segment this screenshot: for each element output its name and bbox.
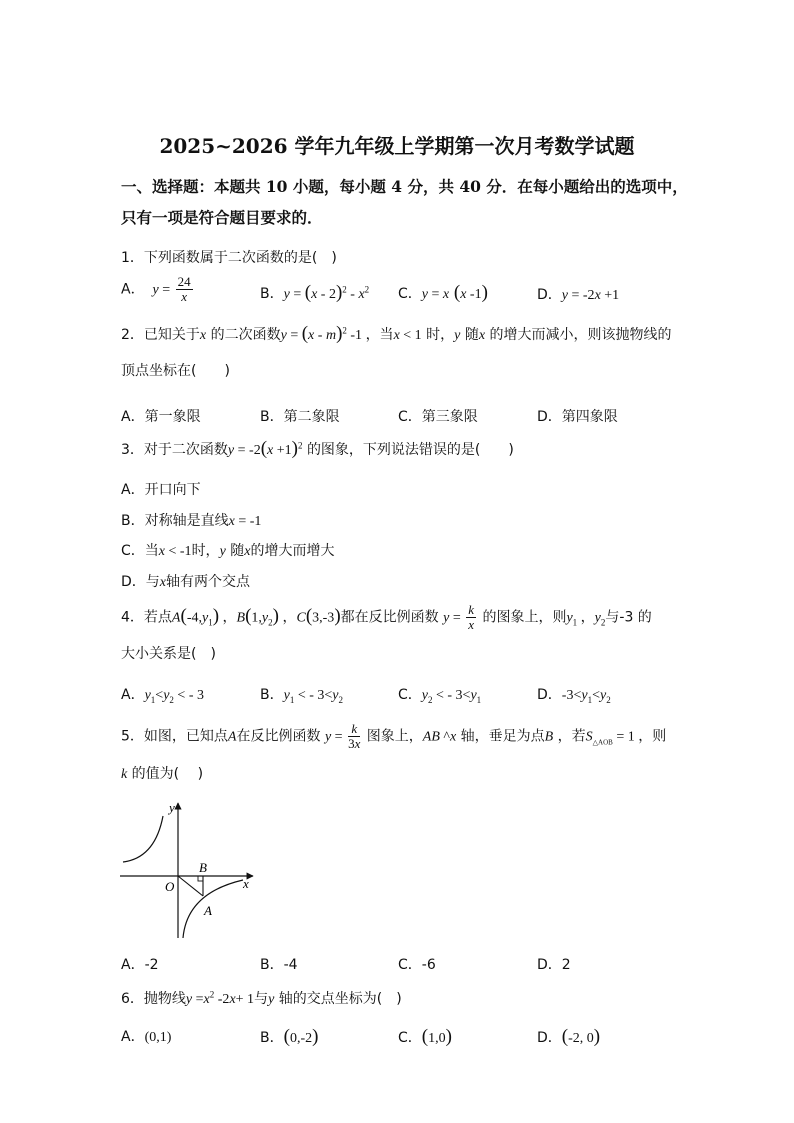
lower-right-branch [183, 880, 243, 938]
upper-left-branch [123, 816, 163, 862]
question-1-option-c: C．y = x (x -1) [398, 282, 488, 303]
question-6-option-a: A．(0,1) [121, 1029, 172, 1045]
question-5-option-c: C．-6 [398, 957, 436, 973]
question-1-option-b: B．$y = (x - 2)^2 - x^2$ [260, 282, 370, 303]
label-a: A [204, 903, 212, 918]
question-2-stem-line1: 2．已知关于x 的二次函数y = (x - m)$^2$ -1 ，当x < 1 时，y 随x 的增大而减小，则该抛物线的 [121, 323, 672, 344]
question-2-option-b: B．第二象限 [260, 409, 340, 425]
question-6-option-b: B．(0,-2) [260, 1026, 319, 1047]
question-4-stem-line2: 大小关系是( ) [121, 646, 216, 662]
question-6-option-d: D．(-2, 0) [537, 1026, 601, 1047]
question-1-stem: 1．下列函数属于二次函数的是( ) [121, 250, 337, 266]
question-5-option-d: D．2 [537, 957, 571, 973]
question-4-option-b: B．$y_1$ < - $3<y_2$ [260, 687, 343, 705]
question-3-option-c: C．当x < -1时，y 随x的增大而增大 [121, 543, 335, 559]
question-6-stem: 6．抛物线$y =x^2$ -2x+ 1与y 轴的交点坐标为( ) [121, 989, 402, 1007]
question-5-option-a: A．-2 [121, 957, 159, 973]
page-title: 2025~2026 学年九年级上学期第一次月考数学试题 [159, 134, 635, 158]
question-2-option-a: A．第一象限 [121, 409, 201, 425]
question-1-option-a: A． y = $\frac{24}{x}$ [121, 274, 191, 304]
label-o: O [165, 879, 175, 894]
hyperbola-figure [115, 798, 260, 943]
question-3-option-d: D．与x轴有两个交点 [121, 574, 250, 590]
question-2-stem-line2: 顶点坐标在( ) [121, 363, 230, 379]
question-3-option-a: A．开口向下 [121, 482, 201, 498]
label-b: B [199, 860, 207, 875]
question-4-stem-line1: 4．若点$A(-4,y_1)$ ，$B(1,y_2)$ ，C(3,-3)都在反比例函数 y = $\frac{k}{x}$ 的图象上，则$y_1$ ，$y_2$与-3 的 [121, 602, 652, 632]
question-5-stem-line2: k 的值为( ) [121, 766, 204, 782]
question-4-option-d: D．$-3<y_1<y_2$ [537, 687, 611, 705]
question-5-option-b: B．-4 [260, 957, 298, 973]
right-angle-mark [198, 876, 203, 881]
question-6-option-c: C．(1,0) [398, 1026, 452, 1047]
label-x: x [243, 876, 249, 891]
label-y: y [169, 800, 175, 815]
section-heading-line1: 一、选择题：本题共 10 小题，每小题 4 分，共 40 分．在每小题给出的选项中， [121, 177, 688, 196]
question-4-option-a: A．$y_1<y_2$ < - 3 [121, 687, 204, 705]
question-2-option-c: C．第三象限 [398, 409, 478, 425]
question-1-option-d: D．y = -2x +1 [537, 287, 620, 303]
segment-oa [178, 876, 203, 896]
question-3-option-b: B．对称轴是直线x = -1 [121, 513, 262, 529]
question-2-option-d: D．第四象限 [537, 409, 618, 425]
question-3-stem: 3．对于二次函数$y = -2(x +1)^2$ 的图象，下列说法错误的是( ) [121, 438, 514, 459]
question-4-option-c: C．$y_2$ < - $3<y_1$ [398, 687, 482, 705]
section-heading-line2: 只有一项是符合题目要求的． [121, 208, 323, 227]
question-5-stem-line1: 5．如图，已知点A在反比例函数 y = $\frac{k}{3x}$ 图象上，AB ^x 轴，垂足为点B ，若$S_{\triangle AOB} = 1$ ，则 [121, 721, 667, 751]
